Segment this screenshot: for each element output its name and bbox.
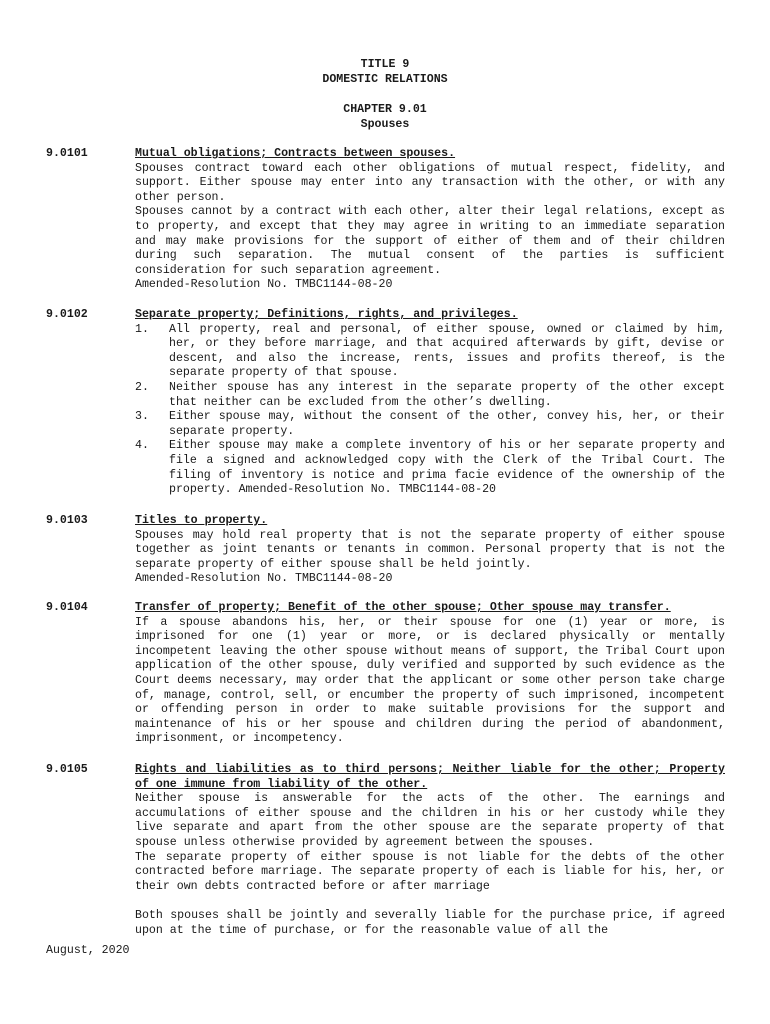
list-item-number: 3. <box>135 410 149 424</box>
section-paragraph: Neither spouse is answerable for the acts of the other. The earnings and accumulations of either spouse and the children in his or her custody while they live separate and apart from the other spouse are the separate property of that spouse unless otherwise provided by agreement between the spouses. <box>135 792 725 849</box>
section-title: Transfer of property; Benefit of the other spouse; Other spouse may transfer. <box>135 601 671 614</box>
list-item-text: All property, real and personal, of either spouse, owned or claimed by him, her, or they before marriage, and that acquired afterwards by gift, devise or descent, and also the increase, rents, issues and profits thereof, is the separate property of that spouse. <box>169 322 725 380</box>
chapter-heading: CHAPTER 9.01 <box>343 103 427 116</box>
list-item-text: Neither spouse has any interest in the separate property of the other except that neither can be excluded from the other’s dwelling. <box>169 380 725 409</box>
section-paragraph: Spouses contract toward each other obligations of mutual respect, fidelity, and support. Either spouse may enter into any transaction with the other, or with any other person. <box>135 161 725 204</box>
amendment-note: Amended-Resolution No. TMBC1144-08-20 <box>135 572 393 586</box>
section-number: 9.0103 <box>46 514 88 527</box>
list-item <box>135 410 725 439</box>
section-paragraph: The separate property of either spouse is not liable for the debts of the other contracted before marriage. The separate property of each is liable for his, her, or their own debts contracted before or after marriage <box>135 850 725 893</box>
section-title: Rights and liabilities as to third persons; Neither liable for the other; Property of one immune from liability of the other. <box>135 763 725 791</box>
section-number: 9.0104 <box>46 601 88 614</box>
section-9-0103 <box>135 514 725 587</box>
list-item-text: Either spouse may, without the consent of the other, convey his, her, or their separate property. <box>169 410 725 438</box>
section-paragraph: Spouses may hold real property that is not the separate property of either spouse together as joint tenants or tenants in common. Personal property that is not the separate property of either spouse shall be held jointly. <box>135 528 725 571</box>
list-item-number: 2. <box>135 380 149 394</box>
section-title: Separate property; Definitions, rights, and privileges. <box>135 308 518 321</box>
footer-date: August, 2020 <box>46 944 130 957</box>
section-9-0104 <box>135 601 725 747</box>
list-item-number: 4. <box>135 439 149 453</box>
section-9-0101 <box>135 147 725 293</box>
section-paragraph: Spouses cannot by a contract with each other, alter their legal relations, except as to property, and except that they may agree in writing to an immediate separation and may make provisions for the support of either of them and of their children during such separation. The mutual consent of the parties is sufficient consideration for such separation agreement. <box>135 205 725 277</box>
list-item <box>135 381 725 410</box>
list-item-number: 1. <box>135 322 149 336</box>
list-item-text: Either spouse may make a complete inventory of his or her separate property and file a signed and acknowledged copy with the Clerk of the Tribal Court. The filing of inventory is notice and prima facie evidence of the ownership of the property. Amended-Resolution No. TMBC1144-08-20 <box>169 439 725 497</box>
title-subheading: DOMESTIC RELATIONS <box>322 73 448 86</box>
section-title: Mutual obligations; Contracts between spouses. <box>135 147 456 160</box>
section-number: 9.0102 <box>46 308 88 321</box>
title-heading: TITLE 9 <box>360 58 410 71</box>
section-number: 9.0105 <box>46 763 88 776</box>
section-title: Titles to property. <box>135 514 268 527</box>
amendment-note: Amended-Resolution No. TMBC1144-08-20 <box>135 278 393 292</box>
paragraph-gap <box>135 894 725 909</box>
list-item <box>135 439 725 497</box>
section-9-0105 <box>135 763 725 938</box>
section-paragraph: Both spouses shall be jointly and severally liable for the purchase price, if agreed upon at the time of purchase, or for the reasonable value of all the <box>135 908 725 937</box>
section-paragraph: If a spouse abandons his, her, or their spouse for one (1) year or more, is imprisoned for one (1) year or more, or is declared physically or mentally incompetent leaving the other spouse without means of support, the Tribal Court upon application of the other spouse, duly verified and supported by such evidence as the Court deems necessary, may order that the applicant or some other person take charge of, manage, control, sell, or encumber the property of such imprisoned, incompetent or offending person in order to make suitable provisions for the support and maintenance of his or her spouse and children during the period of abandonment, imprisonment, or incompetency. <box>135 615 725 746</box>
list-item <box>135 323 725 381</box>
chapter-name: Spouses <box>360 118 410 131</box>
section-number: 9.0101 <box>46 147 88 160</box>
section-9-0102 <box>135 308 725 498</box>
